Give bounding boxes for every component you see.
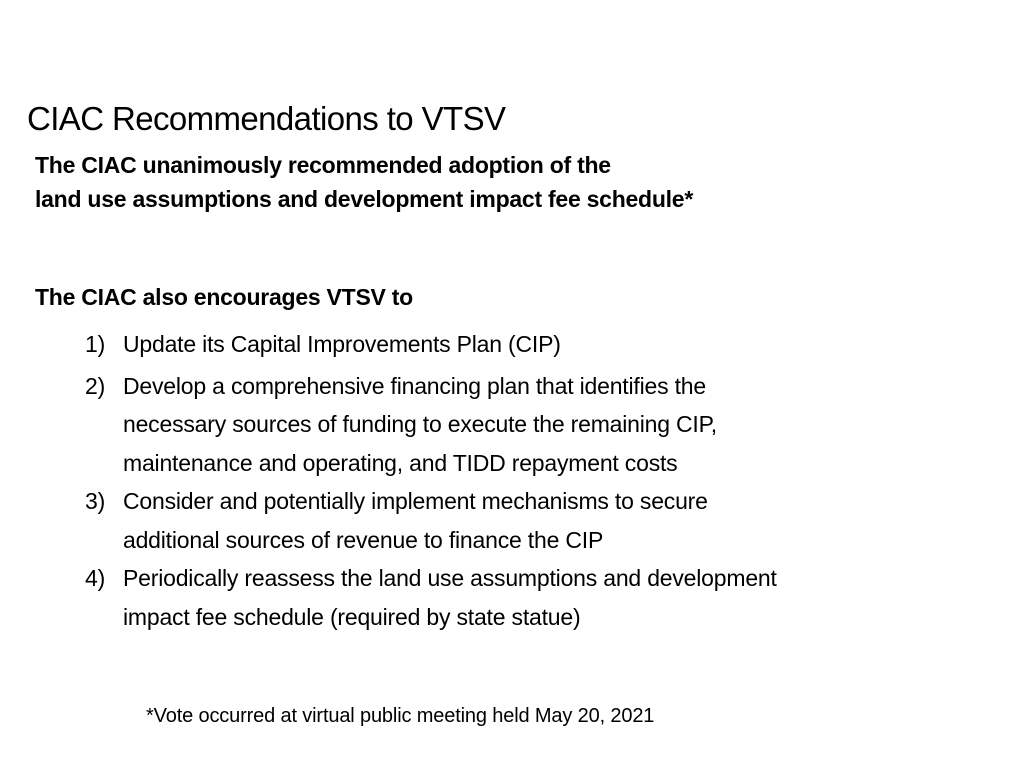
recommendation-statement-line: The CIAC unanimously recommended adoption of the: [35, 152, 611, 178]
recommendation-statement: [35, 148, 693, 216]
recommendation-statement-line: land use assumptions and development impact fee schedule*: [35, 186, 694, 212]
list-item-text: Consider and potentially implement mechanisms to secure: [123, 488, 708, 514]
list-item-text: maintenance and operating, and TIDD repayment costs: [123, 449, 678, 476]
recommendations-list: [85, 325, 935, 636]
list-item-number: 4): [85, 565, 106, 591]
list-item-text: impact fee schedule (required by state statue): [123, 603, 581, 630]
footnote: *Vote occurred at virtual public meeting held May 20, 2021: [146, 705, 655, 727]
slide-title: CIAC Recommendations to VTSV: [27, 100, 506, 138]
list-item-number: 2): [85, 372, 106, 399]
list-item: [85, 367, 935, 483]
list-item-text: Develop a comprehensive financing plan that identifies the: [123, 372, 706, 399]
list-item-text: Periodically reassess the land use assumptions and development: [123, 565, 777, 591]
list-item-number: 3): [85, 488, 106, 514]
list-item-text: Update its Capital Improvements Plan (CIP): [123, 331, 561, 357]
list-item: [85, 482, 935, 559]
list-item: [85, 325, 935, 364]
encourage-heading: The CIAC also encourages VTSV to: [35, 284, 413, 310]
list-item-number: 1): [85, 331, 106, 357]
list-item-text: additional sources of revenue to finance the CIP: [123, 526, 604, 553]
list-item: [85, 559, 935, 636]
list-item-text: necessary sources of funding to execute the remaining CIP,: [123, 411, 717, 437]
